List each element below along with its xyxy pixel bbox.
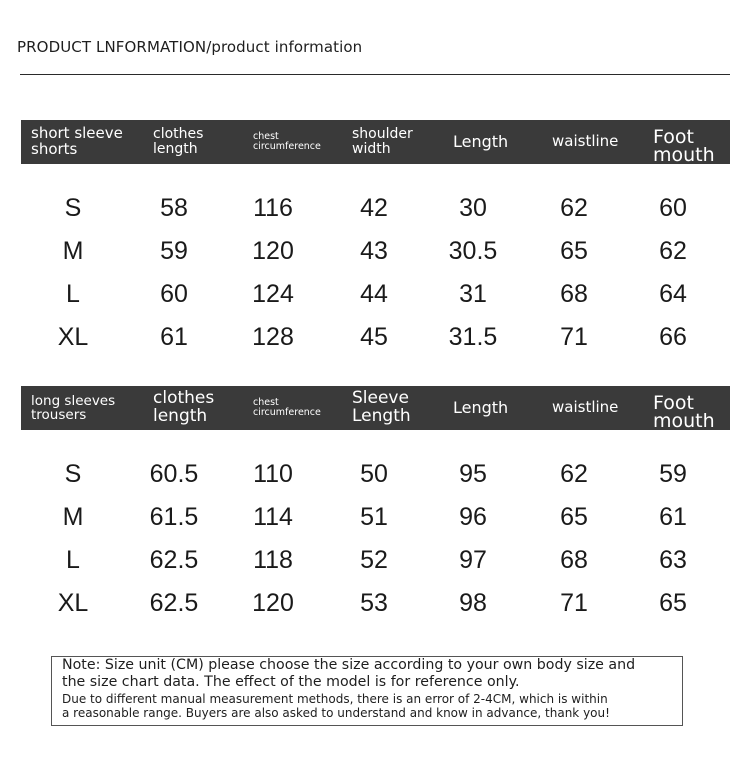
cell-value: 59 — [160, 237, 188, 265]
cell-value: 65 — [659, 589, 687, 617]
cell-value: 58 — [160, 194, 188, 222]
cell-value: 62.5 — [149, 546, 199, 574]
cell-value: 110 — [253, 460, 293, 488]
cell-value: 59 — [659, 460, 687, 488]
header-shoulder-width: shoulder width — [352, 126, 413, 157]
header-category: long sleeves trousers — [31, 392, 116, 423]
size-table-long-sleeves-trousers — [21, 386, 730, 625]
cell-value: 65 — [560, 503, 588, 531]
page-title: PRODUCT LNFORMATION/product information — [17, 38, 363, 56]
cell-value: 31 — [459, 280, 487, 308]
cell-value: 62.5 — [149, 589, 199, 617]
note-line-2: the size chart data. The effect of the model is for reference only. — [62, 674, 520, 690]
header-foot-mouth: Foot mouth — [653, 391, 715, 432]
cell-value: 63 — [659, 546, 687, 574]
cell-value: 66 — [659, 323, 687, 351]
cell-value: 118 — [253, 546, 293, 574]
table-row — [21, 453, 730, 496]
cell-value: 65 — [560, 237, 588, 265]
header-clothes-length: clothes length — [153, 126, 204, 157]
cell-size: L — [66, 546, 80, 574]
note-line-4: a reasonable range. Buyers are also asked to understand and know in advance, thank you! — [62, 706, 610, 720]
note-line-3: Due to different manual measurement methods, there is an error of 2-4CM, which is within — [62, 692, 608, 706]
size-note-box — [51, 656, 683, 726]
table-header — [21, 120, 730, 164]
cell-value: 128 — [252, 323, 294, 351]
cell-value: 43 — [360, 237, 388, 265]
note-line-1: Note: Size unit (CM) please choose the size according to your own body size and — [62, 657, 636, 673]
cell-value: 62 — [560, 460, 588, 488]
cell-value: 53 — [360, 589, 388, 617]
cell-size: S — [64, 460, 82, 488]
table-body — [21, 453, 730, 625]
size-table-short-sleeve-shorts — [21, 120, 730, 359]
cell-value: 31.5 — [448, 323, 498, 351]
header-waistline: waistline — [552, 132, 619, 151]
header-waistline: waistline — [552, 398, 619, 417]
cell-value: 30.5 — [448, 237, 498, 265]
cell-value: 62 — [659, 237, 687, 265]
table-row — [21, 187, 730, 230]
cell-value: 45 — [360, 323, 388, 351]
cell-value: 71 — [560, 323, 588, 351]
table-row — [21, 230, 730, 273]
header-chest-circumference: chest circumference — [253, 131, 321, 152]
cell-value: 60.5 — [149, 460, 199, 488]
cell-value: 114 — [253, 503, 293, 531]
table-row — [21, 582, 730, 625]
cell-value: 60 — [659, 194, 687, 222]
table-body — [21, 187, 730, 359]
cell-value: 124 — [252, 280, 294, 308]
cell-value: 96 — [459, 503, 487, 531]
header-length: Length — [453, 397, 509, 417]
cell-size: XL — [57, 589, 89, 617]
cell-value: 62 — [560, 194, 588, 222]
cell-value: 61.5 — [149, 503, 199, 531]
table-header — [21, 386, 730, 430]
cell-value: 61 — [160, 323, 188, 351]
cell-value: 51 — [360, 503, 388, 531]
cell-value: 71 — [560, 589, 588, 617]
cell-size: L — [66, 280, 80, 308]
cell-size: M — [62, 503, 84, 531]
cell-value: 97 — [459, 546, 487, 574]
cell-size: S — [64, 194, 82, 222]
header-category: short sleeve shorts — [31, 124, 123, 158]
cell-value: 116 — [253, 194, 293, 222]
cell-value: 44 — [360, 280, 388, 308]
cell-value: 52 — [360, 546, 388, 574]
cell-value: 98 — [459, 589, 487, 617]
table-row — [21, 539, 730, 582]
cell-value: 68 — [560, 546, 588, 574]
header-length: Length — [453, 131, 509, 151]
table-row — [21, 496, 730, 539]
header-sleeve-length: Sleeve Length — [352, 388, 411, 426]
header-clothes-length: clothes length — [153, 388, 215, 426]
cell-value: 95 — [459, 460, 487, 488]
header-chest-circumference: chest circumference — [253, 397, 321, 418]
cell-value: 120 — [252, 237, 294, 265]
cell-value: 50 — [360, 460, 388, 488]
header-foot-mouth: Foot mouth — [653, 125, 715, 166]
cell-value: 68 — [560, 280, 588, 308]
cell-value: 42 — [360, 194, 388, 222]
cell-value: 30 — [459, 194, 487, 222]
table-row — [21, 316, 730, 359]
cell-size: M — [62, 237, 84, 265]
table-row — [21, 273, 730, 316]
cell-value: 61 — [659, 503, 687, 531]
cell-value: 60 — [160, 280, 188, 308]
title-divider — [20, 74, 730, 75]
cell-value: 120 — [252, 589, 294, 617]
cell-size: XL — [57, 323, 89, 351]
cell-value: 64 — [659, 280, 687, 308]
